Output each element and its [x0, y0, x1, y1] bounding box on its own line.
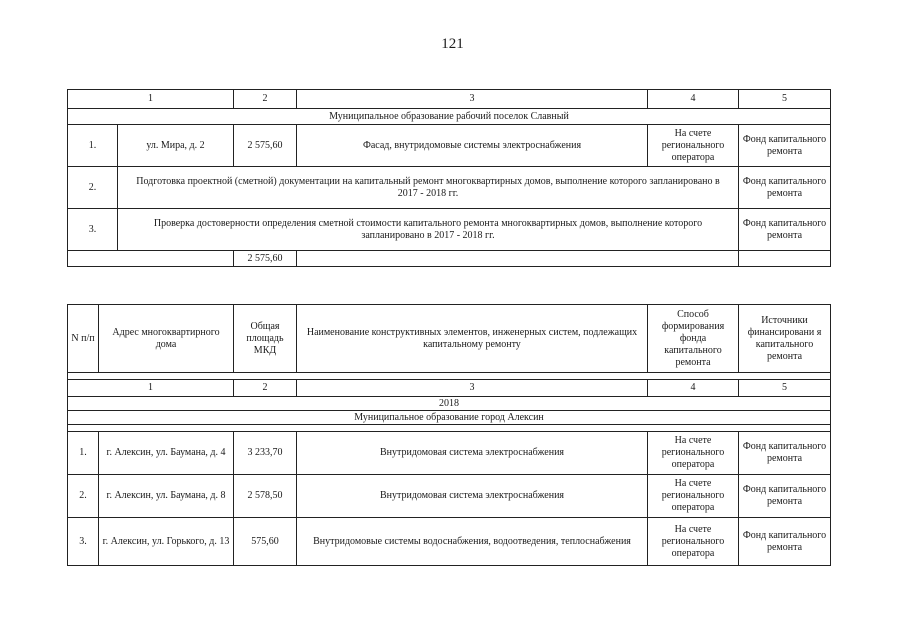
source-cell: Фонд капитального ремонта — [739, 125, 831, 167]
address-cell: г. Алексин, ул. Баумана, д. 8 — [99, 475, 234, 518]
total-area: 2 575,60 — [234, 251, 297, 267]
elements-cell: Фасад, внутридомовые системы электроснабжения — [297, 125, 648, 167]
address-cell: г. Алексин, ул. Баумана, д. 4 — [99, 432, 234, 475]
table-row — [68, 209, 831, 251]
address-cell: ул. Мира, д. 2 — [118, 125, 234, 167]
header-method: Способ формирования фонда капитального ремонта — [648, 305, 739, 373]
header-number: N п/п — [68, 305, 99, 373]
header-elements: Наименование конструктивных элементов, инженерных систем, подлежащих капитальному ремонту — [297, 305, 648, 373]
header-area: Общая площадь МКД — [234, 305, 297, 373]
table-row — [68, 125, 831, 167]
source-cell: Фонд капитального ремонта — [739, 475, 831, 518]
merged-description — [118, 209, 739, 251]
column-number-row — [68, 380, 831, 397]
merged-description-text: Подготовка проектной (сметной) документации на капитальный ремонт многоквартирных домов, выполнение которого запланировано в 2017 - 2018 гг. — [136, 175, 720, 199]
method-cell: На счете регионального оператора — [648, 432, 739, 475]
column-number: 5 — [739, 380, 831, 397]
row-number: 2. — [68, 167, 118, 209]
column-number: 1 — [68, 380, 234, 397]
source-cell: Фонд капитального ремонта — [739, 432, 831, 475]
address-cell: г. Алексин, ул. Горького, д. 13 — [99, 518, 234, 566]
header-row — [68, 305, 831, 373]
row-number: 3. — [68, 209, 118, 251]
table-row — [68, 167, 831, 209]
row-number: 1. — [68, 125, 118, 167]
table-row — [68, 475, 831, 518]
column-number: 3 — [297, 380, 648, 397]
area-cell: 575,60 — [234, 518, 297, 566]
method-cell: На счете регионального оператора — [648, 475, 739, 518]
total-label-cell — [68, 251, 234, 267]
table-row — [68, 432, 831, 475]
column-number: 4 — [648, 90, 739, 109]
total-empty-cell — [297, 251, 739, 267]
elements-cell: Внутридомовая система электроснабжения — [297, 475, 648, 518]
column-number: 2 — [234, 90, 297, 109]
merged-description — [118, 167, 739, 209]
area-cell: 3 233,70 — [234, 432, 297, 475]
column-number: 2 — [234, 380, 297, 397]
row-number: 3. — [68, 518, 99, 566]
header-source: Источники финансировани я капитального ремонта — [739, 305, 831, 373]
source-cell: Фонд капитального ремонта — [739, 167, 831, 209]
merged-description-text: Проверка достоверности определения сметной стоимости капитального ремонта многоквартирных домов, выполнение которого запланировано в 2017 - 2018 гг. — [153, 217, 703, 241]
source-cell: Фонд капитального ремонта — [739, 209, 831, 251]
column-number: 3 — [297, 90, 648, 109]
elements-cell: Внутридомовая система электроснабжения — [297, 432, 648, 475]
row-number: 2. — [68, 475, 99, 518]
section-gap — [68, 425, 831, 432]
column-number: 5 — [739, 90, 831, 109]
method-cell: На счете регионального оператора — [648, 518, 739, 566]
header-address: Адрес многоквартирного дома — [99, 305, 234, 373]
section-title: Муниципальное образование город Алексин — [68, 411, 831, 425]
section-title: Муниципальное образование рабочий поселок Славный — [68, 109, 831, 125]
repair-table-aleksin — [67, 304, 831, 566]
repair-table-slavny — [67, 89, 831, 267]
row-number: 1. — [68, 432, 99, 475]
elements-cell: Внутридомовые системы водоснабжения, водоотведения, теплоснабжения — [297, 518, 648, 566]
column-number: 4 — [648, 380, 739, 397]
area-cell: 2 575,60 — [234, 125, 297, 167]
total-empty-cell — [739, 251, 831, 267]
page-number: 121 — [441, 36, 464, 52]
method-cell: На счете регионального оператора — [648, 125, 739, 167]
total-row — [68, 251, 831, 267]
column-number: 1 — [68, 90, 234, 109]
source-cell: Фонд капитального ремонта — [739, 518, 831, 566]
area-cell: 2 578,50 — [234, 475, 297, 518]
header-gap — [68, 373, 831, 380]
year-heading: 2018 — [68, 397, 831, 411]
table-row — [68, 518, 831, 566]
column-number-row — [68, 90, 831, 109]
